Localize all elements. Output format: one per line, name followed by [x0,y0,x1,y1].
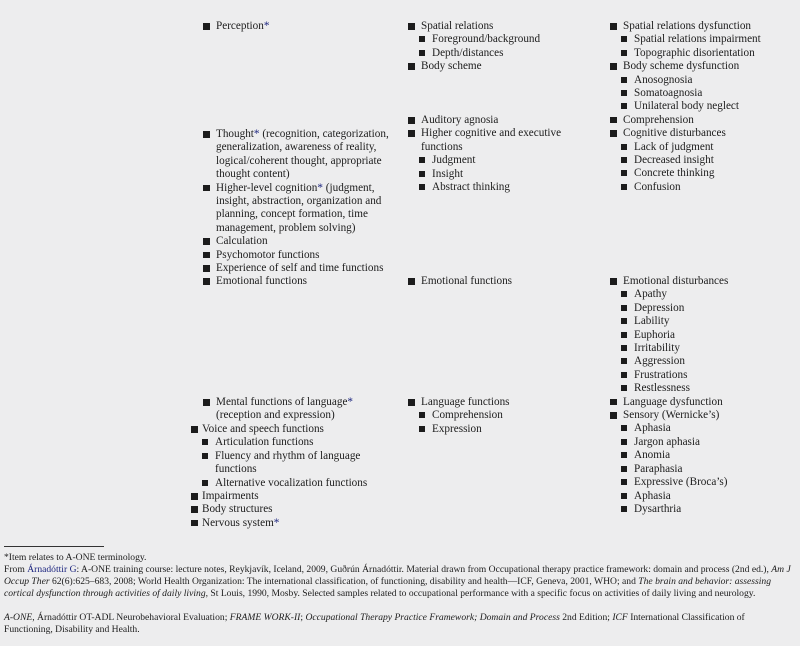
bullet-icon [621,103,627,109]
author-link[interactable]: Árnadóttir G [27,564,77,575]
bullet-icon [621,358,627,364]
list-item: Body structures [191,503,398,516]
list-item: Insight [408,168,598,181]
bullet-icon [610,117,617,124]
list-item: Aphasia [610,490,795,503]
bullet-icon [621,385,627,391]
bullet-icon [621,90,627,96]
list-item: Language functions [408,396,598,409]
list-item: Dysarthria [610,503,795,516]
list-item: Anomia [610,449,795,462]
list-item: Sensory (Wernicke’s) [610,409,795,422]
list-item: Comprehension [610,114,795,127]
list-item: Spatial relations dysfunction [610,20,795,33]
bullet-icon [202,480,208,486]
bullet-icon [610,63,617,70]
list-item: Depth/distances [408,47,598,60]
list-item: Aggression [610,355,795,368]
list-item: Anosognosia [610,74,795,87]
list-item: Cognitive disturbances [610,127,795,140]
bullet-icon [621,50,627,56]
list-item: Nervous system* [191,517,398,530]
bullet-icon [621,506,627,512]
bullet-icon [621,345,627,351]
list-item: Spatial relations impairment [610,33,795,46]
bullet-icon [419,50,425,56]
bullet-icon [419,412,425,418]
bullet-icon [621,305,627,311]
bullet-icon [621,452,627,458]
journal-title: Am J Occup Ther [4,564,791,588]
footnote-abbreviations: A-ONE, Árnadóttir OT-ADL Neurobehavioral Evaluation; FRAME WORK-II; Occupational Therapy Practice Framework; Domain and Process 2nd Edition; ICF International Classification of Functioning, Disability and Health. [4,612,745,636]
list-item: Euphoria [610,329,795,342]
list-item: Somatoagnosia [610,87,795,100]
footnote-source: From Árnadóttir G: A-ONE training course: lecture notes, Reykjavík, Iceland, 2009, Guðrún Árnadóttir. Material drawn from Occupational therapy practice framework: domain and process (2nd ed.), Am J Occup Ther 62(6):625–683, 2008; World Health Organization: The international classification, of functioning, disability and health—ICF, Geneva, 2001, WHO; and The brain and behavior: assessing cortical dysfunction through activities of daily living, St Louis, 1990, Mosby. Selected samples related to occupational performance with a specific focus on activities of daily living and neurology. [4,564,791,600]
bullet-icon [202,439,208,445]
list-item: Perception* [203,20,398,33]
list-item: Higher-level cognition* (judgment, insight, abstraction, organization and planning, concept formation, time management, problem solving) [203,182,398,236]
bullet-icon [408,278,415,285]
list-item: Restlessness [610,382,795,395]
list-item: Auditory agnosia [408,114,598,127]
bullet-icon [621,479,627,485]
bullet-icon [408,63,415,70]
list-item: Fluency and rhythm of language functions [191,450,398,477]
list-item: Emotional disturbances [610,275,795,288]
list-item: Lability [610,315,795,328]
list-item: Calculation [203,235,398,248]
list-item: Unilateral body neglect [610,100,795,113]
list-item: Confusion [610,181,795,194]
bullet-icon [203,185,210,192]
bullet-icon [621,36,627,42]
bullet-icon [621,372,627,378]
book-title: The brain and behavior: assessing cortical dysfunction through activities of daily living [4,576,771,600]
bullet-icon [419,426,425,432]
list-item: Comprehension [408,409,598,422]
list-item: Foreground/background [408,33,598,46]
bullet-icon [191,520,198,527]
list-item: Thought* (recognition, categorization, generalization, awareness of reality, logical/coherent thought, appropriate thought content) [203,128,398,182]
list-item: Lack of judgment [610,141,795,154]
bullet-icon [203,238,210,245]
bullet-icon [408,399,415,406]
bullet-icon [408,117,415,124]
list-item: Experience of self and time functions [203,262,398,275]
list-item: Body scheme [408,60,598,73]
list-item: Expression [408,423,598,436]
bullet-icon [621,439,627,445]
bullet-icon [610,130,617,137]
bullet-icon [191,493,198,500]
bullet-icon [610,23,617,30]
footnote-divider [4,546,104,547]
list-item: Frustrations [610,369,795,382]
bullet-icon [621,332,627,338]
bullet-icon [621,291,627,297]
list-item: Voice and speech functions [191,423,398,436]
list-item: Concrete thinking [610,167,795,180]
list-item: Emotional functions [203,275,398,288]
bullet-icon [419,157,425,163]
bullet-icon [203,278,210,285]
bullet-icon [621,184,627,190]
list-item: Judgment [408,154,598,167]
list-item: Psychomotor functions [203,249,398,262]
bullet-icon [203,399,210,406]
list-item: Language dysfunction [610,396,795,409]
list-item: Alternative vocalization functions [191,477,398,490]
bullet-icon [621,170,627,176]
list-item: Apathy [610,288,795,301]
list-item: Irritability [610,342,795,355]
list-item: Mental functions of language* (reception and expression) [203,396,398,423]
bullet-icon [408,130,415,137]
list-item: Body scheme dysfunction [610,60,795,73]
list-item: Aphasia [610,422,795,435]
list-item: Spatial relations [408,20,598,33]
list-item: Articulation functions [191,436,398,449]
list-item: Higher cognitive and executive functions [408,127,598,154]
bullet-icon [621,466,627,472]
bullet-icon [621,157,627,163]
bullet-icon [621,425,627,431]
footnote-asterisk: *Item relates to A-ONE terminology. [4,552,147,563]
bullet-icon [203,23,210,30]
list-item: Paraphasia [610,463,795,476]
bullet-icon [610,278,617,285]
list-item: Abstract thinking [408,181,598,194]
list-item: Expressive (Broca’s) [610,476,795,489]
list-item: Emotional functions [408,275,598,288]
list-item: Depression [610,302,795,315]
bullet-icon [408,23,415,30]
bullet-icon [621,318,627,324]
bullet-icon [419,184,425,190]
bullet-icon [191,506,198,513]
bullet-icon [419,36,425,42]
bullet-icon [419,171,425,177]
bullet-icon [621,144,627,150]
bullet-icon [610,399,617,406]
bullet-icon [610,412,617,419]
bullet-icon [191,426,198,433]
bullet-icon [203,252,210,259]
list-item: Topographic disorientation [610,47,795,60]
bullet-icon [621,493,627,499]
bullet-icon [203,265,210,272]
bullet-icon [203,131,210,138]
bullet-icon [621,77,627,83]
bullet-icon [202,453,208,459]
list-item: Decreased insight [610,154,795,167]
list-item: Jargon aphasia [610,436,795,449]
list-item: Impairments [191,490,398,503]
